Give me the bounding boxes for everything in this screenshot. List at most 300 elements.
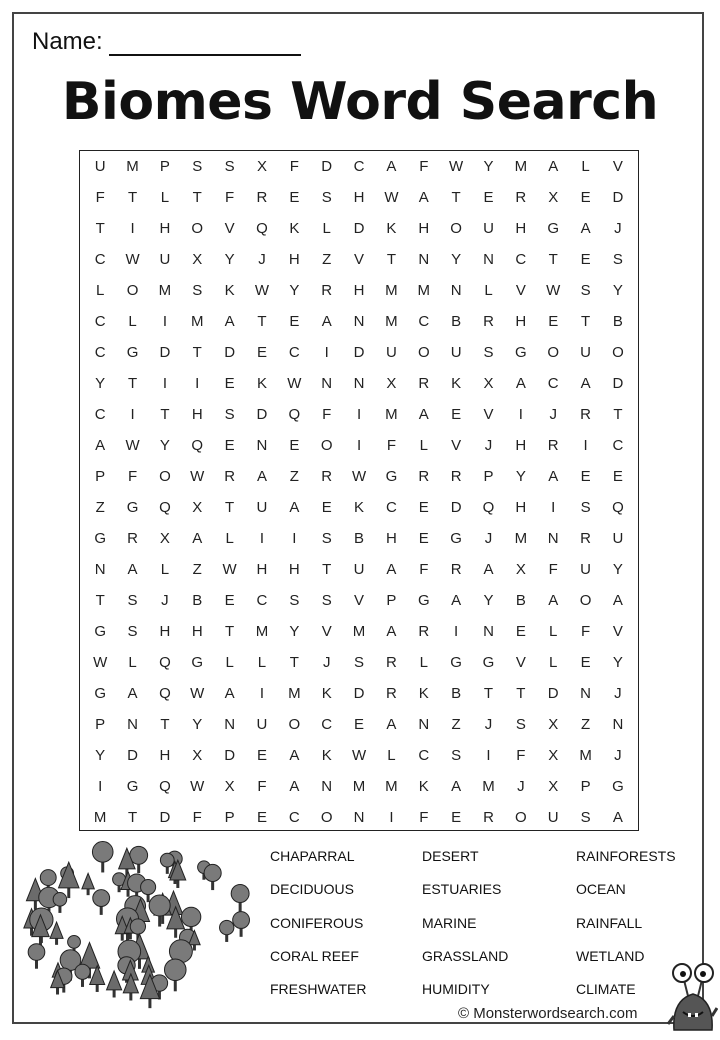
grid-letter[interactable]: L [322,220,331,237]
grid-letter[interactable]: S [321,189,332,206]
grid-letter[interactable]: I [324,344,329,361]
grid-letter[interactable]: J [161,592,169,609]
grid-letter[interactable]: G [417,592,430,609]
grid-letter[interactable]: R [418,375,430,392]
grid-letter[interactable]: I [486,747,491,764]
grid-letter[interactable]: I [162,375,167,392]
grid-letter[interactable]: I [583,437,588,454]
grid-letter[interactable]: E [580,654,591,671]
grid-letter[interactable]: X [192,747,203,764]
grid-letter[interactable]: O [320,809,333,826]
grid-letter[interactable]: S [321,530,332,547]
grid-letter[interactable]: T [483,685,494,702]
grid-letter[interactable]: J [614,685,622,702]
grid-letter[interactable]: G [191,654,204,671]
grid-letter[interactable]: U [94,158,106,175]
grid-letter[interactable]: C [321,716,333,733]
grid-letter[interactable]: C [256,592,268,609]
grid-letter[interactable]: F [419,158,429,175]
grid-letter[interactable]: C [353,158,365,175]
grid-letter[interactable]: A [224,313,235,330]
grid-letter[interactable]: H [353,282,365,299]
grid-letter[interactable]: Y [159,437,170,454]
grid-letter[interactable]: S [580,282,591,299]
grid-letter[interactable]: R [580,406,591,423]
grid-letter[interactable]: F [289,158,299,175]
grid-letter[interactable]: O [547,344,560,361]
grid-letter[interactable]: Z [192,561,202,578]
grid-letter[interactable]: X [386,375,397,392]
grid-letter[interactable]: S [224,406,235,423]
grid-letter[interactable]: M [579,747,592,764]
grid-letter[interactable]: R [256,189,268,206]
grid-letter[interactable]: P [580,778,591,795]
grid-letter[interactable]: U [353,561,365,578]
grid-letter[interactable]: G [515,344,527,361]
grid-letter[interactable]: H [515,437,527,454]
grid-letter[interactable]: T [225,499,235,516]
grid-letter[interactable]: A [256,468,267,485]
grid-letter[interactable]: G [94,685,107,702]
grid-letter[interactable]: I [195,375,200,392]
grid-letter[interactable]: A [418,189,429,206]
grid-letter[interactable]: E [354,716,365,733]
grid-letter[interactable]: H [288,561,300,578]
grid-letter[interactable]: A [224,685,235,702]
grid-letter[interactable]: F [225,189,235,206]
grid-letter[interactable]: N [418,716,430,733]
grid-letter[interactable]: K [256,375,267,392]
grid-letter[interactable]: E [321,499,332,516]
grid-letter[interactable]: N [418,251,430,268]
grid-letter[interactable]: L [257,654,267,671]
grid-letter[interactable]: G [126,778,139,795]
grid-letter[interactable]: R [385,685,397,702]
grid-letter[interactable]: N [580,685,591,702]
grid-letter[interactable]: X [548,716,559,733]
grid-letter[interactable]: M [514,158,528,175]
grid-letter[interactable]: L [484,282,493,299]
grid-letter[interactable]: U [547,809,559,826]
grid-letter[interactable]: A [192,530,203,547]
grid-letter[interactable]: K [418,778,429,795]
grid-letter[interactable]: L [419,437,428,454]
grid-letter[interactable]: S [289,592,300,609]
grid-letter[interactable]: Y [224,251,235,268]
grid-letter[interactable]: L [160,189,170,206]
grid-letter[interactable]: M [352,778,366,795]
grid-letter[interactable]: B [515,592,526,609]
grid-letter[interactable]: S [192,282,203,299]
grid-letter[interactable]: K [321,685,332,702]
grid-letter[interactable]: W [384,189,399,206]
grid-letter[interactable]: T [257,313,267,330]
grid-letter[interactable]: S [612,251,623,268]
grid-letter[interactable]: J [484,437,493,454]
grid-letter[interactable]: A [386,716,397,733]
grid-letter[interactable]: E [580,189,591,206]
grid-letter[interactable]: G [126,344,139,361]
grid-letter[interactable]: A [580,375,591,392]
grid-letter[interactable]: J [517,778,525,795]
grid-letter[interactable]: A [386,623,397,640]
grid-letter[interactable]: Z [451,716,461,733]
grid-letter[interactable]: C [288,809,300,826]
grid-letter[interactable]: K [451,375,462,392]
grid-letter[interactable]: A [548,592,559,609]
grid-letter[interactable]: S [192,158,203,175]
grid-letter[interactable]: W [190,685,205,702]
grid-letter[interactable]: A [580,220,591,237]
grid-letter[interactable]: Z [289,468,299,485]
grid-letter[interactable]: N [321,375,333,392]
grid-letter[interactable]: A [386,158,397,175]
grid-letter[interactable]: G [450,530,462,547]
grid-letter[interactable]: T [160,406,170,423]
grid-letter[interactable]: F [580,623,591,640]
grid-letter[interactable]: F [548,561,558,578]
grid-letter[interactable]: C [515,251,527,268]
grid-letter[interactable]: Y [612,654,623,671]
grid-letter[interactable]: U [580,344,591,361]
grid-letter[interactable]: A [127,561,138,578]
grid-letter[interactable]: A [451,592,462,609]
grid-letter[interactable]: E [418,499,429,516]
grid-letter[interactable]: O [579,592,592,609]
grid-letter[interactable]: U [385,344,397,361]
grid-letter[interactable]: Y [612,282,623,299]
grid-letter[interactable]: P [159,158,170,175]
grid-letter[interactable]: T [127,375,138,392]
grid-letter[interactable]: H [385,530,397,547]
grid-letter[interactable]: S [580,809,591,826]
grid-letter[interactable]: R [224,468,236,485]
grid-letter[interactable]: H [159,623,171,640]
grid-letter[interactable]: R [418,623,430,640]
grid-letter[interactable]: B [192,592,203,609]
grid-letter[interactable]: Y [289,623,300,640]
name-blank-line[interactable] [109,30,301,56]
grid-letter[interactable]: X [548,778,559,795]
grid-letter[interactable]: R [321,282,333,299]
grid-letter[interactable]: I [292,530,297,547]
grid-letter[interactable]: W [222,561,237,578]
grid-letter[interactable]: T [322,561,332,578]
grid-letter[interactable]: E [289,313,300,330]
grid-letter[interactable]: D [450,499,462,516]
grid-letter[interactable]: I [162,313,167,330]
grid-letter[interactable]: A [451,778,462,795]
grid-letter[interactable]: S [451,747,462,764]
grid-letter[interactable]: H [515,313,527,330]
grid-letter[interactable]: Y [612,561,623,578]
grid-letter[interactable]: M [514,530,528,547]
grid-letter[interactable]: J [258,251,266,268]
grid-letter[interactable]: H [159,747,171,764]
grid-letter[interactable]: Q [159,685,171,702]
grid-letter[interactable]: M [482,778,495,795]
grid-letter[interactable]: O [126,282,139,299]
grid-letter[interactable]: D [159,809,171,826]
grid-letter[interactable]: H [418,220,430,237]
grid-letter[interactable]: A [612,809,623,826]
grid-letter[interactable]: T [95,220,105,237]
grid-letter[interactable]: T [516,685,526,702]
grid-letter[interactable]: N [450,282,462,299]
grid-letter[interactable]: C [94,313,106,330]
grid-letter[interactable]: O [417,344,430,361]
grid-letter[interactable]: C [547,375,559,392]
grid-letter[interactable]: S [580,499,591,516]
grid-letter[interactable]: T [613,406,623,423]
grid-letter[interactable]: Q [288,406,301,423]
grid-letter[interactable]: J [322,654,331,671]
grid-letter[interactable]: I [356,406,362,423]
grid-letter[interactable]: D [353,220,365,237]
grid-letter[interactable]: L [225,654,234,671]
grid-letter[interactable]: F [419,561,429,578]
grid-letter[interactable]: G [482,654,495,671]
grid-letter[interactable]: I [389,809,394,826]
grid-letter[interactable]: N [224,716,236,733]
grid-letter[interactable]: G [385,468,398,485]
grid-letter[interactable]: T [548,251,558,268]
grid-letter[interactable]: A [418,406,429,423]
grid-letter[interactable]: H [288,251,300,268]
grid-letter[interactable]: V [354,592,365,609]
grid-letter[interactable]: L [225,530,234,547]
grid-letter[interactable]: M [288,685,301,702]
grid-letter[interactable]: D [612,375,624,392]
grid-letter[interactable]: K [289,220,300,237]
grid-letter[interactable]: E [451,406,462,423]
grid-letter[interactable]: M [352,623,366,640]
grid-letter[interactable]: A [548,158,559,175]
grid-letter[interactable]: N [353,375,365,392]
grid-letter[interactable]: M [158,282,172,299]
grid-letter[interactable]: W [546,282,561,299]
grid-letter[interactable]: N [321,778,333,795]
grid-letter[interactable]: A [289,778,300,795]
grid-letter[interactable]: C [385,499,397,516]
grid-letter[interactable]: M [385,406,398,423]
grid-letter[interactable]: A [289,499,300,516]
grid-letter[interactable]: A [612,592,623,609]
grid-letter[interactable]: Y [289,282,300,299]
grid-letter[interactable]: S [127,592,138,609]
grid-letter[interactable]: C [612,437,624,454]
grid-letter[interactable]: T [192,344,202,361]
grid-letter[interactable]: F [95,189,105,206]
grid-letter[interactable]: H [515,220,527,237]
grid-letter[interactable]: U [159,251,171,268]
grid-letter[interactable]: I [130,406,135,423]
grid-letter[interactable]: W [190,468,205,485]
grid-letter[interactable]: W [190,778,205,795]
grid-letter[interactable]: D [256,406,268,423]
grid-letter[interactable]: X [159,530,170,547]
grid-letter[interactable]: W [351,468,367,485]
grid-letter[interactable]: F [386,437,396,454]
grid-letter[interactable]: U [450,344,462,361]
grid-letter[interactable]: T [127,189,138,206]
grid-letter[interactable]: P [95,468,106,485]
grid-letter[interactable]: T [160,716,170,733]
grid-letter[interactable]: L [581,158,590,175]
grid-letter[interactable]: V [354,251,365,268]
grid-letter[interactable]: N [353,313,365,330]
grid-letter[interactable]: Y [451,251,462,268]
grid-letter[interactable]: E [483,189,494,206]
grid-letter[interactable]: G [94,623,107,640]
grid-letter[interactable]: W [125,251,140,268]
grid-letter[interactable]: O [450,220,462,237]
grid-letter[interactable]: V [515,654,526,671]
grid-letter[interactable]: X [548,747,559,764]
grid-letter[interactable]: X [256,158,267,175]
grid-letter[interactable]: L [128,313,137,330]
grid-letter[interactable]: V [483,406,494,423]
grid-letter[interactable]: G [126,499,139,516]
grid-letter[interactable]: N [483,251,494,268]
grid-letter[interactable]: B [612,313,623,330]
grid-letter[interactable]: H [353,189,365,206]
grid-letter[interactable]: V [321,623,332,640]
grid-letter[interactable]: R [450,561,462,578]
grid-letter[interactable]: T [580,313,591,330]
grid-letter[interactable]: Y [95,747,106,764]
grid-letter[interactable]: E [612,468,623,485]
grid-letter[interactable]: Q [159,654,171,671]
grid-letter[interactable]: E [224,375,235,392]
grid-letter[interactable]: D [547,685,559,702]
grid-letter[interactable]: R [418,468,430,485]
grid-letter[interactable]: K [321,747,332,764]
grid-letter[interactable]: C [94,406,106,423]
grid-letter[interactable]: A [386,561,397,578]
grid-letter[interactable]: N [483,623,494,640]
grid-letter[interactable]: F [516,747,526,764]
grid-letter[interactable]: E [289,437,300,454]
grid-letter[interactable]: I [551,499,556,516]
grid-letter[interactable]: W [254,282,270,299]
grid-letter[interactable]: R [385,654,397,671]
grid-letter[interactable]: F [257,778,267,795]
grid-letter[interactable]: P [95,716,106,733]
grid-letter[interactable]: R [483,809,494,826]
grid-letter[interactable]: R [515,189,527,206]
grid-letter[interactable]: W [449,158,464,175]
grid-letter[interactable]: J [484,530,493,547]
grid-letter[interactable]: U [256,716,268,733]
grid-letter[interactable]: S [224,158,235,175]
grid-letter[interactable]: N [127,716,138,733]
grid-letter[interactable]: E [256,344,267,361]
grid-letter[interactable]: B [451,685,462,702]
grid-letter[interactable]: O [159,468,171,485]
grid-letter[interactable]: P [483,468,494,485]
grid-letter[interactable]: X [548,189,559,206]
grid-letter[interactable]: M [255,623,269,640]
grid-letter[interactable]: F [419,809,429,826]
grid-letter[interactable]: M [385,313,398,330]
grid-letter[interactable]: Q [256,220,268,237]
grid-letter[interactable]: L [387,747,396,764]
grid-letter[interactable]: X [515,561,526,578]
grid-letter[interactable]: C [418,747,430,764]
grid-letter[interactable]: O [191,220,204,237]
grid-letter[interactable]: D [612,189,624,206]
grid-letter[interactable]: E [580,468,591,485]
grid-letter[interactable]: N [256,437,268,454]
grid-letter[interactable]: M [385,778,398,795]
grid-letter[interactable]: U [612,530,624,547]
grid-letter[interactable]: K [354,499,365,516]
grid-letter[interactable]: Q [159,778,171,795]
grid-letter[interactable]: Q [482,499,495,516]
grid-letter[interactable]: N [94,561,106,578]
grid-letter[interactable]: T [451,189,461,206]
grid-letter[interactable]: A [515,375,526,392]
grid-letter[interactable]: E [256,809,267,826]
grid-letter[interactable]: I [259,685,265,702]
grid-letter[interactable]: H [191,406,203,423]
grid-letter[interactable]: C [94,344,106,361]
grid-letter[interactable]: E [418,530,429,547]
grid-letter[interactable]: D [127,747,138,764]
grid-letter[interactable]: H [159,220,171,237]
grid-letter[interactable]: C [94,251,106,268]
grid-letter[interactable]: O [288,716,301,733]
grid-letter[interactable]: D [353,344,365,361]
grid-letter[interactable]: E [580,251,591,268]
grid-letter[interactable]: I [518,406,523,423]
grid-letter[interactable]: U [483,220,494,237]
grid-letter[interactable]: R [321,468,333,485]
grid-letter[interactable]: R [547,437,559,454]
grid-letter[interactable]: Q [159,499,171,516]
grid-letter[interactable]: Z [580,716,591,733]
grid-letter[interactable]: V [451,437,462,454]
grid-letter[interactable]: S [515,716,526,733]
grid-letter[interactable]: O [612,344,624,361]
grid-letter[interactable]: U [256,499,268,516]
grid-letter[interactable]: I [356,437,362,454]
grid-letter[interactable]: T [289,654,299,671]
grid-letter[interactable]: F [322,406,332,423]
grid-letter[interactable]: M [93,809,107,826]
grid-letter[interactable]: D [321,158,333,175]
grid-letter[interactable]: Y [515,468,526,485]
grid-letter[interactable]: M [385,282,398,299]
grid-letter[interactable]: N [353,809,365,826]
grid-letter[interactable]: K [418,685,429,702]
grid-letter[interactable]: G [94,530,107,547]
grid-letter[interactable]: T [127,809,138,826]
grid-letter[interactable]: E [548,313,559,330]
grid-letter[interactable]: L [96,282,105,299]
grid-letter[interactable]: K [224,282,235,299]
grid-letter[interactable]: M [417,282,431,299]
grid-letter[interactable]: E [256,747,267,764]
grid-letter[interactable]: L [549,623,558,640]
grid-letter[interactable]: D [353,685,365,702]
grid-letter[interactable]: V [515,282,526,299]
grid-letter[interactable]: X [483,375,494,392]
grid-letter[interactable]: R [127,530,138,547]
grid-letter[interactable]: J [484,716,493,733]
grid-letter[interactable]: C [288,344,300,361]
